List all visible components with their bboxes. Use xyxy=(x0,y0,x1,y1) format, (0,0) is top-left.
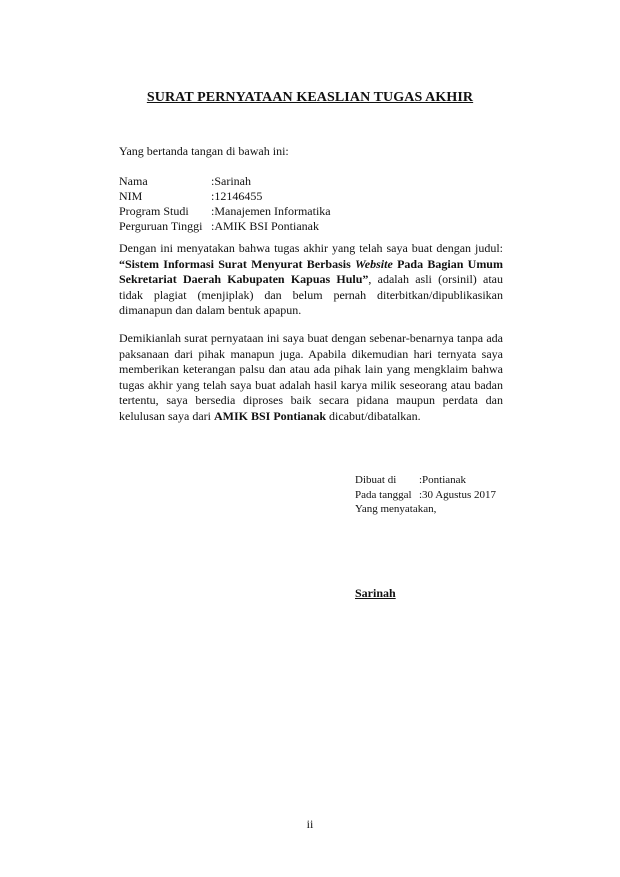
signer-name: Sarinah xyxy=(355,586,396,600)
identity-label: Perguruan Tinggi xyxy=(119,219,203,233)
declaration-text: Demikianlah surat pernyataan ini saya buat dengan sebenar-benarnya tanpa ada paksanaan dari pihak manapun juga. Apabila dikemudian hari ternyata saya memberikan keterangan palsu dan atau ada pihak lain yang mengklaim bahwa tugas akhir yang telah saya buat adalah hasil karya milik seseorang atau badan tertentu, saya bersedia diproses baik secara pidana maupun perdata dan kelulusan saya dari xyxy=(119,331,503,423)
signature-date-row xyxy=(355,488,496,503)
page-number: ii xyxy=(306,817,314,831)
closing-text: Yang menyatakan, xyxy=(355,503,437,515)
identity-label: Program Studi xyxy=(119,204,189,218)
identity-value: :AMIK BSI Pontianak xyxy=(211,219,319,233)
institution-name: AMIK BSI Pontianak xyxy=(213,408,326,423)
place-value: :Pontianak xyxy=(419,474,467,486)
identity-value: :Sarinah xyxy=(211,174,251,188)
signature-block xyxy=(355,473,496,517)
declaration-paragraph xyxy=(119,331,503,424)
place-label: Dibuat di xyxy=(355,474,397,486)
statement-tail: , adalah asli (orsinil) atau tidak plagiat (menjiplak) dan belum pernah diterbitkan/dipublikasikan dimanapun dan dalam bentuk apapun. xyxy=(119,272,503,317)
statement-lead: Dengan ini menyatakan bahwa tugas akhir yang telah saya buat dengan judul: xyxy=(119,241,503,255)
thesis-title-part: Pada Bagian Umum Sekretariat Daerah Kabupaten Kapuas Hulu” xyxy=(119,256,503,286)
identity-row-perguruan-tinggi xyxy=(119,219,331,234)
date-value: :30 Agustus 2017 xyxy=(419,488,497,501)
identity-label: NIM xyxy=(119,189,143,203)
identity-value: :Manajemen Informatika xyxy=(211,204,331,218)
date-label: Pada tanggal xyxy=(355,488,412,501)
document-title: SURAT PERNYATAAN KEASLIAN TUGAS AKHIR xyxy=(146,90,474,105)
identity-row-nim xyxy=(119,189,331,204)
identity-table xyxy=(119,174,331,234)
identity-value: :12146455 xyxy=(211,189,263,203)
intro-text: Yang bertanda tangan di bawah ini: xyxy=(119,144,289,158)
identity-row-program-studi xyxy=(119,204,331,219)
signature-place-row xyxy=(355,473,496,488)
thesis-title-part: “Sistem Informasi Surat Menyurat Berbasis xyxy=(119,256,356,271)
thesis-title-website: Website xyxy=(355,256,393,271)
identity-label: Nama xyxy=(119,174,148,188)
declaration-tail: dicabut/dibatalkan. xyxy=(326,408,421,423)
signature-closing-row xyxy=(355,502,496,517)
identity-row-nama xyxy=(119,174,331,189)
statement-paragraph xyxy=(119,241,503,319)
